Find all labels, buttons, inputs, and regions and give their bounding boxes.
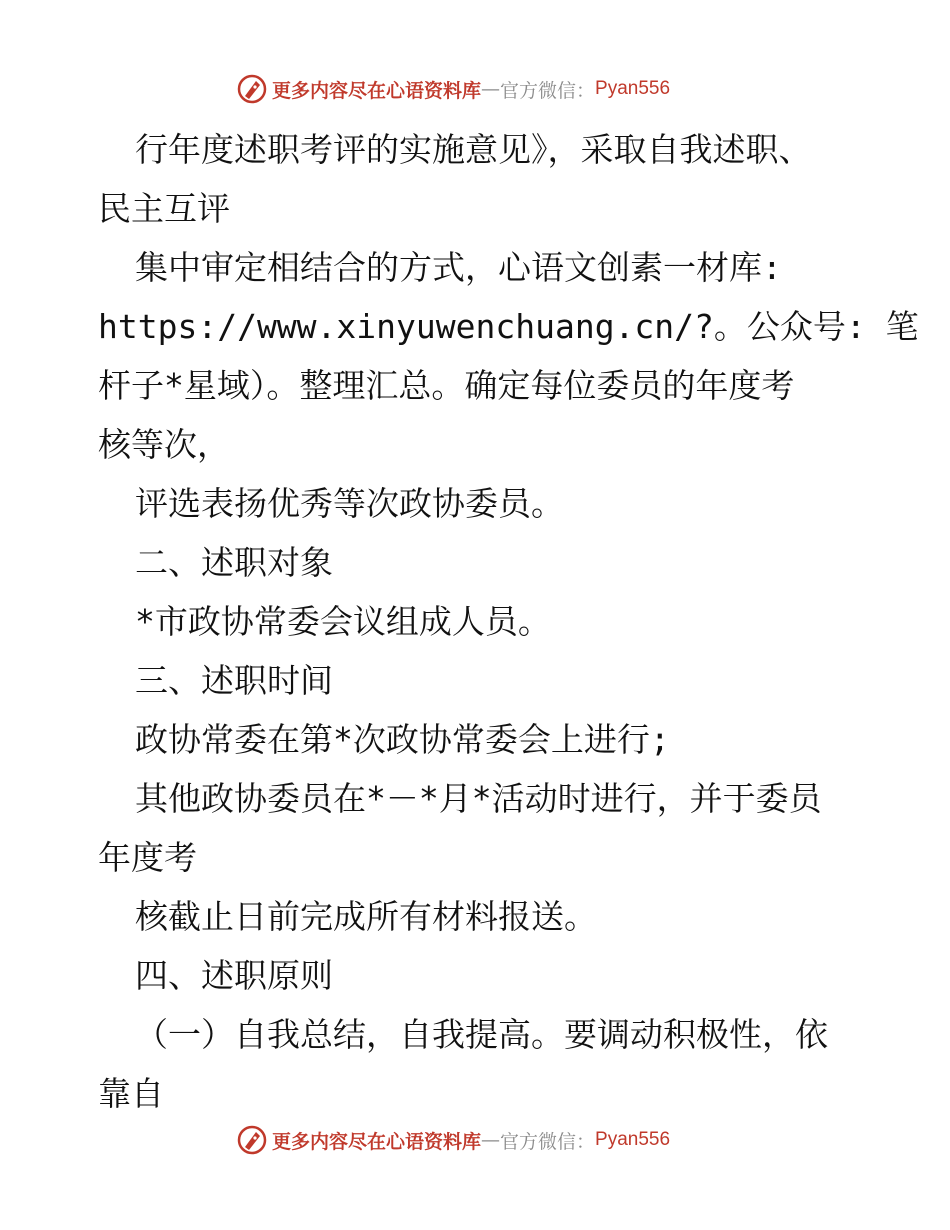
- pen-nib-circle-icon: [236, 1124, 268, 1156]
- body-line: 核等次，: [98, 425, 230, 464]
- body-line: 评选表扬优秀等次政协委员。: [135, 484, 564, 523]
- body-line: 杆子*星域）。整理汇总。确定每位委员的年度考: [98, 366, 795, 405]
- watermark-wechat-label: 官方微信：: [500, 1130, 596, 1153]
- watermark-wechat-id: Pyan556: [595, 1129, 671, 1150]
- watermark-separator: —: [481, 78, 501, 100]
- body-line: 靠自: [98, 1074, 164, 1113]
- footer-watermark: [236, 1124, 670, 1156]
- header-watermark: [236, 73, 670, 105]
- watermark-brand-text: 更多内容尽在心语资料库: [272, 79, 482, 102]
- body-line: https://www.xinyuwenchuang.cn/?。公众号: 笔: [98, 307, 919, 346]
- section-heading: 三、述职时间: [135, 661, 333, 700]
- watermark-separator: —: [481, 1129, 501, 1151]
- watermark-wechat-id: Pyan556: [595, 78, 671, 99]
- body-line: 其他政协委员在*－*月*活动时进行，并于委员: [135, 779, 822, 818]
- watermark-brand-text: 更多内容尽在心语资料库: [272, 1130, 482, 1153]
- body-line: 年度考: [98, 838, 197, 877]
- section-heading: 四、述职原则: [135, 956, 333, 995]
- body-line: 民主互评: [98, 189, 230, 228]
- section-heading: 二、述职对象: [135, 543, 333, 582]
- watermark-wechat-label: 官方微信：: [500, 79, 596, 102]
- body-line: （一）自我总结，自我提高。要调动积极性，依: [135, 1015, 828, 1054]
- body-line: *市政协常委会议组成人员。: [135, 602, 551, 641]
- body-line: 政协常委在第*次政协常委会上进行;: [135, 720, 670, 759]
- document-body: [98, 120, 919, 1123]
- body-line: 行年度述职考评的实施意见》，采取自我述职、: [135, 130, 812, 169]
- pen-nib-circle-icon: [236, 73, 268, 105]
- body-line: 集中审定相结合的方式，心语文创素一材库:: [135, 248, 782, 287]
- body-line: 核截止日前完成所有材料报送。: [135, 897, 597, 936]
